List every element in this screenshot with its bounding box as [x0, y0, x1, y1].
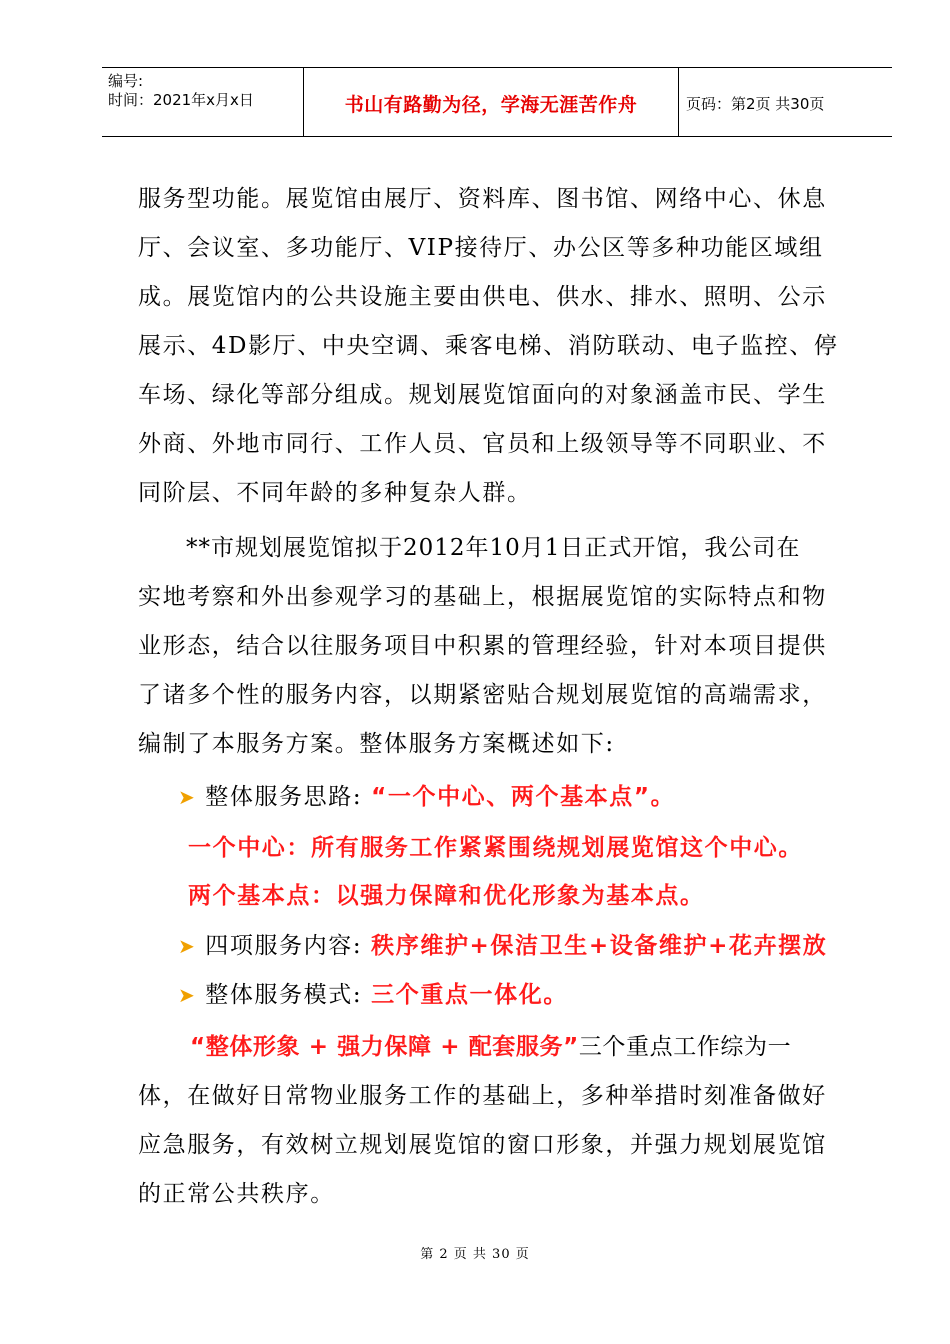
bullet-label: 整体服务思路:: [205, 784, 363, 810]
header-page-code: 页码：第2页 共30页: [686, 95, 825, 113]
bullet-label: 整体服务模式:: [205, 982, 363, 1008]
body-line: 服务型功能。展览馆由展厅、资料库、图书馆、网络中心、休息: [138, 186, 827, 212]
body-line: 应急服务，有效树立规划展览馆的窗口形象，并强力规划展览馆: [138, 1132, 827, 1158]
service-mode-line: [190, 1028, 912, 1061]
body-line: 实地考察和外出参观学习的基础上，根据展览馆的实际特点和物: [138, 584, 827, 610]
body-line: **市规划展览馆拟于2012年10月1日正式开馆，我公司在: [186, 535, 801, 561]
mode-rest: 三个重点工作综为一: [578, 1034, 792, 1060]
body-line: 业形态，结合以往服务项目中积累的管理经验，针对本项目提供: [138, 633, 827, 659]
body-line: 体，在做好日常物业服务工作的基础上，多种举措时刻准备做好: [138, 1083, 827, 1109]
page-footer: 第 2 页 共 30 页: [420, 1247, 530, 1262]
header-divider: [678, 68, 679, 136]
body-line: 成。展览馆内的公共设施主要由供电、供水、排水、照明、公示: [138, 284, 827, 310]
center-line: 一个中心：所有服务工作紧紧围绕规划展览馆这个中心。: [188, 835, 803, 861]
bullet-label: 四项服务内容:: [205, 933, 363, 959]
bullet-value: 秩序维护+保洁卫生+设备维护+花卉摆放: [371, 933, 828, 959]
arrowhead-bullet-icon: ➤: [178, 785, 197, 809]
header-motto: 书山有路勤为径，学海无涯苦作舟: [344, 94, 638, 116]
body-line: 同阶层、不同年龄的多种复杂人群。: [138, 480, 532, 506]
number-label: 编号:: [108, 72, 144, 90]
header-left: [108, 72, 254, 110]
body-line: 了诸多个性的服务内容，以期紧密贴合规划展览馆的高端需求，: [138, 682, 827, 708]
mode-highlight: “整体形象 + 强力保障 + 配套服务”: [190, 1034, 579, 1060]
arrowhead-bullet-icon: ➤: [178, 983, 197, 1007]
bullet-value: 三个重点一体化。: [371, 982, 568, 1008]
body-line: 外商、外地市同行、工作人员、官员和上级领导等不同职业、不: [138, 431, 827, 457]
bullet-service-mode: [178, 976, 900, 1009]
body-line: 车场、绿化等部分组成。规划展览馆面向的对象涵盖市民、学生: [138, 382, 827, 408]
basic-points-line: 两个基本点：以强力保障和优化形象为基本点。: [188, 883, 705, 909]
bullet-value: “一个中心、两个基本点”。: [371, 784, 676, 810]
page-header: [102, 67, 892, 137]
arrowhead-bullet-icon: ➤: [178, 934, 197, 958]
body-line: 的正常公共秩序。: [138, 1181, 335, 1207]
bullet-service-idea: [178, 778, 900, 811]
time-label: 时间：2021年x月x日: [108, 91, 254, 109]
body-line: 展示、4D影厅、中央空调、乘客电梯、消防联动、电子监控、停: [138, 333, 839, 359]
bullet-service-content: [178, 927, 900, 960]
body-line: 编制了本服务方案。整体服务方案概述如下:: [138, 731, 615, 757]
body-line: 厅、会议室、多功能厅、VIP接待厅、办公区等多种功能区域组: [138, 235, 824, 261]
